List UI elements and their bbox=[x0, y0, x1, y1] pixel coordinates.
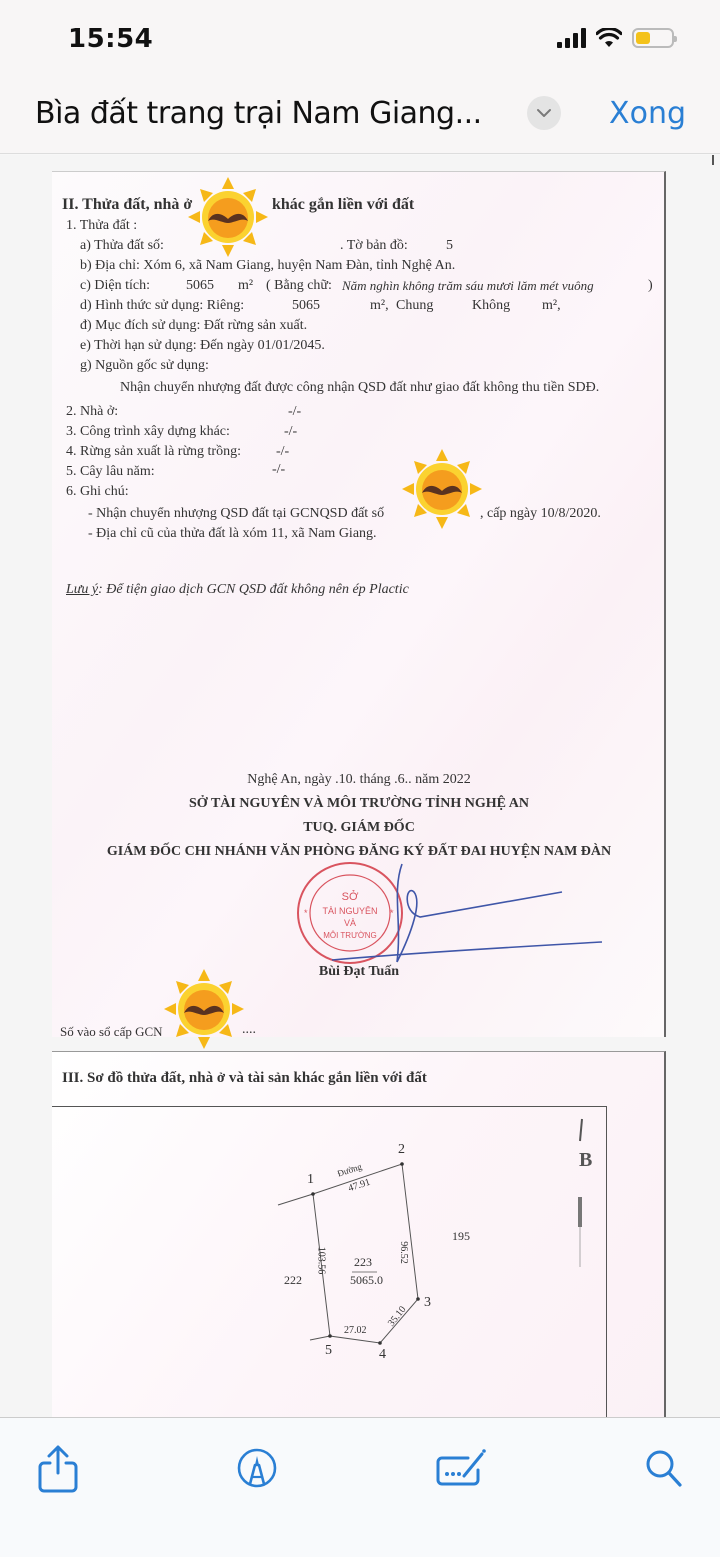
document-title[interactable]: Bìa đất trang trại Nam Giang... bbox=[35, 96, 482, 131]
private-area-unit: m², bbox=[370, 298, 389, 313]
parcel-number: 223 bbox=[354, 1255, 372, 1269]
battery-low-icon bbox=[632, 28, 674, 48]
edge-2-3-length: 96.52 bbox=[397, 1241, 409, 1264]
item-2-label: 2. Nhà ở: bbox=[66, 404, 119, 419]
term-line: e) Thời hạn sử dụng: Đến ngày 01/01/2045. bbox=[80, 338, 325, 353]
section-iii-title: III. Sơ đồ thửa đất, nhà ở và tài sản khác gắn liền với đất bbox=[62, 1070, 427, 1086]
share-icon bbox=[36, 1443, 80, 1493]
vertex-3: 3 bbox=[424, 1295, 431, 1310]
chevron-down-icon bbox=[536, 108, 552, 118]
parcel-number-label: a) Thửa đất số: bbox=[80, 238, 164, 253]
svg-text:MÔI TRƯỜNG: MÔI TRƯỜNG bbox=[323, 931, 377, 940]
vertex-4: 4 bbox=[379, 1347, 386, 1362]
edge-5-1-length: 103.56 bbox=[315, 1246, 327, 1275]
area-words-close: ) bbox=[648, 278, 653, 293]
title-menu-button[interactable] bbox=[527, 96, 561, 130]
shared-label: Chung bbox=[396, 298, 434, 313]
status-icons bbox=[557, 28, 674, 48]
tuq-line: TUQ. GIÁM ĐỐC bbox=[303, 820, 415, 835]
svg-text:*: * bbox=[304, 908, 308, 918]
edge-4-5-length: 27.02 bbox=[344, 1325, 367, 1336]
signature-icon bbox=[434, 1448, 490, 1488]
register-number-label: Số vào sổ cấp GCN bbox=[60, 1024, 163, 1039]
register-number-trail: .... bbox=[242, 1022, 256, 1037]
item-5-label: 5. Cây lâu năm: bbox=[66, 464, 155, 479]
parcel-diagram bbox=[52, 1106, 607, 1417]
section-ii-title: II. Thửa đất, nhà ở bbox=[62, 196, 193, 213]
neighbor-parcel-right: 195 bbox=[452, 1229, 470, 1243]
section-ii-title-rest: khác gắn liền với đất bbox=[272, 196, 415, 213]
item-4-label: 4. Rừng sản xuất là rừng trồng: bbox=[66, 444, 241, 459]
private-area-value: 5065 bbox=[292, 298, 320, 313]
origin-value: Nhận chuyển nhượng đất được công nhận QSD đất như giao đất không thu tiền SDĐ. bbox=[120, 380, 600, 395]
note-2: - Địa chỉ cũ của thửa đất là xóm 11, xã Nam Giang. bbox=[88, 526, 377, 541]
area-value: 5065 bbox=[186, 278, 214, 293]
item-3-label: 3. Công trình xây dựng khác: bbox=[66, 424, 230, 439]
item-6-label: 6. Ghi chú: bbox=[66, 484, 129, 499]
signer-name: Bùi Đạt Tuấn bbox=[318, 964, 400, 979]
shared-value: Không bbox=[472, 298, 511, 313]
map-sheet-value: 5 bbox=[446, 238, 453, 253]
item-5-value: -/- bbox=[272, 462, 286, 477]
parcel-map bbox=[52, 1107, 607, 1417]
caution-label: Lưu ý bbox=[66, 582, 99, 597]
caution-text: : Để tiện giao dịch GCN QSD đất không nên ép Plactic bbox=[98, 582, 409, 597]
note-1-part-a: - Nhận chuyển nhượng QSD đất tại GCNQSD đất số bbox=[88, 506, 385, 521]
bottom-toolbar bbox=[0, 1417, 720, 1557]
area-unit: m² bbox=[238, 278, 254, 293]
vertex-1: 1 bbox=[307, 1172, 314, 1187]
svg-text:*: * bbox=[390, 908, 394, 918]
svg-text:VÀ: VÀ bbox=[343, 918, 357, 928]
cellular-signal-icon bbox=[557, 28, 586, 48]
note-1-part-b: , cấp ngày 10/8/2020. bbox=[480, 506, 601, 521]
redaction-sticker-3 bbox=[164, 969, 244, 1049]
document-page-2 bbox=[52, 1051, 666, 1417]
scroll-indicator[interactable] bbox=[712, 155, 714, 165]
vertex-5: 5 bbox=[325, 1343, 332, 1358]
neighbor-parcel-left: 222 bbox=[284, 1273, 302, 1287]
svg-text:TÀI NGUYÊN: TÀI NGUYÊN bbox=[322, 906, 378, 916]
item-1-label: 1. Thửa đất : bbox=[66, 218, 138, 233]
edge-1-2-length: 47.91 bbox=[346, 1176, 372, 1195]
road-label: Đường bbox=[336, 1161, 364, 1179]
status-bar bbox=[0, 0, 720, 80]
usage-form-label: d) Hình thức sử dụng: Riêng: bbox=[80, 298, 245, 313]
signature-scribble bbox=[302, 862, 642, 972]
shared-unit: m², bbox=[542, 298, 561, 313]
vertex-2: 2 bbox=[398, 1142, 405, 1157]
area-words-label: ( Bằng chữ: bbox=[266, 278, 332, 293]
document-viewer[interactable] bbox=[0, 155, 720, 1417]
signature-button[interactable] bbox=[432, 1440, 492, 1496]
done-button[interactable]: Xong bbox=[609, 96, 686, 131]
issuing-org: SỞ TÀI NGUYÊN VÀ MÔI TRƯỜNG TỈNH NGHỆ AN bbox=[189, 796, 529, 811]
area-label: c) Diện tích: bbox=[80, 278, 150, 293]
origin-label: g) Nguồn gốc sử dụng: bbox=[80, 358, 209, 373]
search-button[interactable] bbox=[636, 1440, 692, 1496]
item-2-value: -/- bbox=[288, 404, 302, 419]
director-title: GIÁM ĐỐC CHI NHÁNH VĂN PHÒNG ĐĂNG KÝ ĐẤT ĐAI HUYỆN NAM ĐÀN bbox=[106, 844, 612, 859]
redaction-sticker-1 bbox=[188, 177, 268, 257]
markup-button[interactable] bbox=[229, 1440, 285, 1496]
issue-date: Nghệ An, ngày .10. tháng .6.. năm 2022 bbox=[247, 772, 471, 787]
caution-note bbox=[66, 582, 409, 598]
svg-text:SỞ: SỞ bbox=[341, 891, 359, 903]
purpose-line: đ) Mục đích sử dụng: Đất rừng sản xuất. bbox=[80, 318, 308, 333]
markup-icon bbox=[236, 1447, 278, 1489]
parcel-area: 5065.0 bbox=[350, 1273, 383, 1287]
edge-3-4-length: 35.10 bbox=[385, 1304, 409, 1329]
map-sheet-label: . Tờ bản đồ: bbox=[340, 238, 408, 253]
address-line: b) Địa chỉ: Xóm 6, xã Nam Giang, huyện Nam Đàn, tỉnh Nghệ An. bbox=[80, 258, 456, 273]
document-page-1 bbox=[52, 171, 666, 1037]
search-icon bbox=[644, 1448, 684, 1488]
nav-bar bbox=[0, 80, 720, 154]
status-time: 15:54 bbox=[68, 24, 154, 54]
wifi-icon bbox=[596, 28, 622, 48]
share-button[interactable] bbox=[30, 1440, 86, 1496]
item-4-value: -/- bbox=[276, 444, 290, 459]
area-words: Năm nghìn không trăm sáu mươi lăm mét vuông bbox=[342, 278, 594, 293]
north-label: B bbox=[579, 1149, 593, 1171]
item-3-value: -/- bbox=[284, 424, 298, 439]
redaction-sticker-2 bbox=[402, 449, 482, 529]
